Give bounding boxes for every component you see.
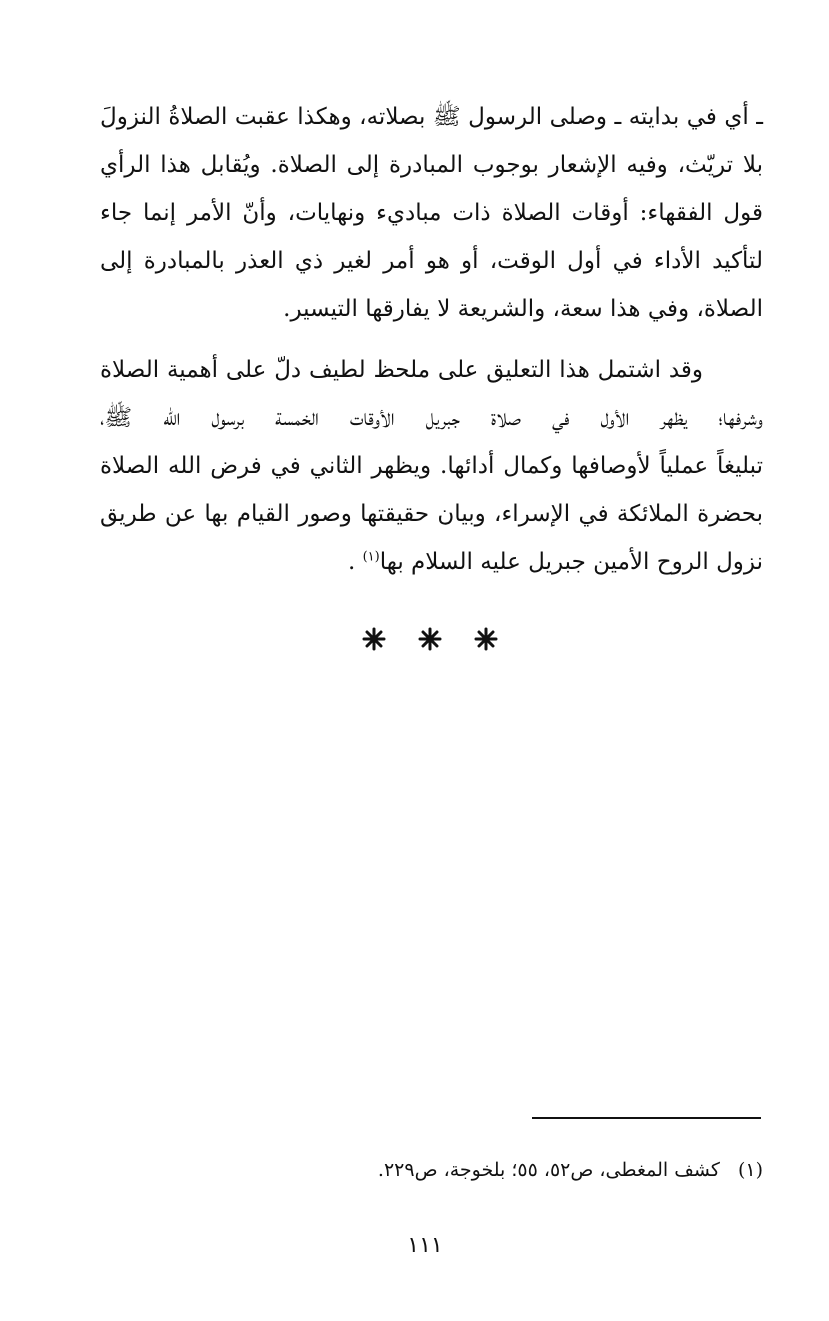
- text-line: الصلاة، وفي هذا سعة، والشريعة لا يفارقها التيسير.: [283, 296, 763, 322]
- paragraph-1: [100, 93, 763, 333]
- footnote-text: كشف المغطى، ص٥٢، ٥٥؛ بلخوجة، ص٢٢٩.: [377, 1159, 720, 1181]
- sentence-end: .: [347, 549, 356, 575]
- text-line: ـ أي في بدايته ـ وصلى الرسول ﷺ بصلاته، وهكذا عقبت الصلاةُ النزولَ: [100, 104, 763, 130]
- footnote-separator: [532, 1117, 761, 1119]
- text-line: قول الفقهاء: أوقات الصلاة ذات مباديء ونهايات، وأنّ الأمر إنما جاء: [100, 200, 763, 226]
- page-number: ١١١: [407, 1233, 443, 1258]
- asterisk-ornament-icon: [360, 625, 388, 653]
- asterisk-ornament-icon: [472, 625, 500, 653]
- footnote: [200, 1154, 763, 1186]
- text-line: وقد اشتمل هذا التعليق على ملحظ لطيف دلّ على أهمية الصلاة: [100, 357, 703, 383]
- text-line-last: [100, 538, 763, 586]
- footnote-reference[interactable]: (١): [362, 549, 380, 565]
- text-line-content: نزول الروح الأمين جبريل عليه السلام بها: [379, 549, 763, 575]
- asterisk-ornament-icon: [416, 625, 444, 653]
- text-line: بلا تريّث، وفيه الإشعار بوجوب المبادرة إلى الصلاة. ويُقابل هذا الرأي: [100, 152, 763, 178]
- section-divider: [360, 624, 500, 654]
- text-line: وشرفها؛ يظهر الأول في صلاة جبريل الأوقات الخمسة برسول الله ﷺ،: [100, 405, 763, 431]
- text-line: تبليغاً عملياً لأوصافها وكمال أدائها. ويظهر الثاني في فرض الله الصلاة: [100, 453, 763, 479]
- text-line: بحضرة الملائكة في الإسراء، وبيان حقيقتها وصور القيام بها عن طريق: [100, 501, 763, 527]
- text-line: لتأكيد الأداء في أول الوقت، أو هو أمر لغير ذي العذر بالمبادرة إلى: [100, 248, 763, 274]
- footnote-marker: (١): [737, 1159, 763, 1181]
- paragraph-2: [100, 346, 763, 586]
